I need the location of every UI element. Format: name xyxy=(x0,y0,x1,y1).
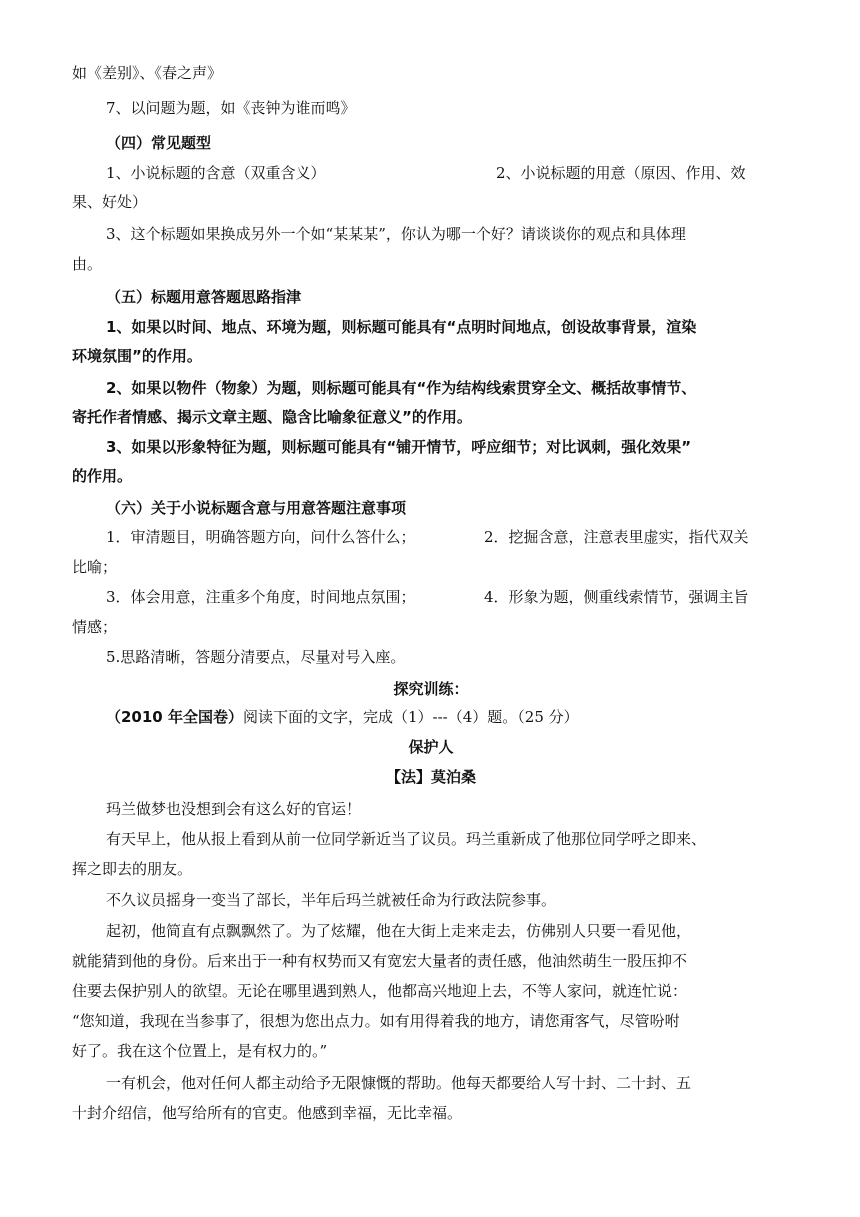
note-1: 1．审清题目，明确答题方向，问什么答什么； xyxy=(106,528,416,546)
paragraph-line: 不久议员摇身一变当了部长，半年后玛兰就被任命为行政法院参事。 xyxy=(106,891,557,909)
paragraph-line: 好了。我在这个位置上，是有权力的。” xyxy=(72,1042,328,1060)
section-heading-5: （五）标题用意答题思路指津 xyxy=(106,288,302,306)
exam-source: （2010 年全国卷） xyxy=(106,708,243,726)
question-type-1: 1、小说标题的含意（双重含义） xyxy=(106,164,326,182)
text-line: 7、以问题为题，如《丧钟为谁而鸣》 xyxy=(106,99,356,117)
exam-instruction xyxy=(106,706,579,728)
question-type-2: 2、小说标题的用意（原因、作用、效 xyxy=(496,164,746,182)
paragraph-line: 挥之即去的朋友。 xyxy=(72,860,193,878)
exam-text: 阅读下面的文字，完成（1）---（4）题。（25 分） xyxy=(242,708,579,726)
paragraph-line: 就能猜到他的身份。后来出于一种有权势而又有宽宏大量者的责任感，他油然萌生一股压抑不 xyxy=(72,952,688,970)
section-heading-4: （四）常见题型 xyxy=(106,134,212,152)
paragraph-line: “您知道，我现在当参事了，很想为您出点力。如有用得着我的地方，请您甭客气，尽管吩咐 xyxy=(72,1012,680,1030)
paragraph-line: 玛兰做梦也没想到会有这么好的官运！ xyxy=(106,800,362,818)
story-title: 保护人 xyxy=(408,738,454,756)
text-line xyxy=(106,526,790,548)
note-4: 4．形象为题，侧重线索情节，强调主旨 xyxy=(484,588,749,606)
text-line: 情感； xyxy=(72,618,118,636)
bold-line: 1、如果以时间、地点、环境为题，则标题可能具有“点明时间地点，创设故事背景，渲染 xyxy=(106,318,697,336)
text-line: 由。 xyxy=(72,255,103,273)
paragraph-line: 有天早上，他从报上看到从前一位同学新近当了议员。玛兰重新成了他那位同学呼之即来、 xyxy=(106,830,707,848)
note-3: 3．体会用意，注重多个角度，时间地点氛围； xyxy=(106,588,416,606)
story-author: 【法】莫泊桑 xyxy=(385,768,476,786)
text-line: 3、这个标题如果换成另外一个如“某某某”，你认为哪一个好？请谈谈你的观点和具体理 xyxy=(106,225,686,243)
text-line xyxy=(106,162,790,184)
note-2: 2．挖掘含意，注意表里虚实，指代双关 xyxy=(484,528,749,546)
bold-line: 环境氛围”的作用。 xyxy=(72,347,202,365)
text-line xyxy=(106,586,790,608)
text-line: 如《差别》、《春之声》 xyxy=(72,64,223,82)
section-heading-6: （六）关于小说标题含意与用意答题注意事项 xyxy=(106,499,407,517)
paragraph-line: 一有机会，他对任何人都主动给予无限慷慨的帮助。他每天都要给人写十封、二十封、五 xyxy=(106,1074,692,1092)
paragraph-line: 十封介绍信，他写给所有的官吏。他感到幸福，无比幸福。 xyxy=(72,1104,463,1122)
text-line: 比喻； xyxy=(72,558,118,576)
text-line: 5.思路清晰，答题分清要点，尽量对号入座。 xyxy=(106,648,406,666)
paragraph-line: 住要去保护别人的欲望。无论在哪里遇到熟人，他都高兴地迎上去，不等人家问，就连忙说： xyxy=(72,982,688,1000)
bold-line: 寄托作者情感、揭示文章主题、隐含比喻象征意义”的作用。 xyxy=(72,408,472,426)
text-line: 果、好处） xyxy=(72,193,148,211)
section-title-explore: 探究训练： xyxy=(393,680,469,698)
bold-line: 2、如果以物件（物象）为题，则标题可能具有“作为结构线索贯穿全文、概括故事情节、 xyxy=(106,379,697,397)
paragraph-line: 起初，他简直有点飘飘然了。为了炫耀，他在大街上走来走去，仿佛别人只要一看见他， xyxy=(106,922,692,940)
bold-line: 的作用。 xyxy=(72,467,133,485)
bold-line: 3、如果以形象特征为题，则标题可能具有“铺开情节，呼应细节；对比讽刺，强化效果” xyxy=(106,438,692,456)
